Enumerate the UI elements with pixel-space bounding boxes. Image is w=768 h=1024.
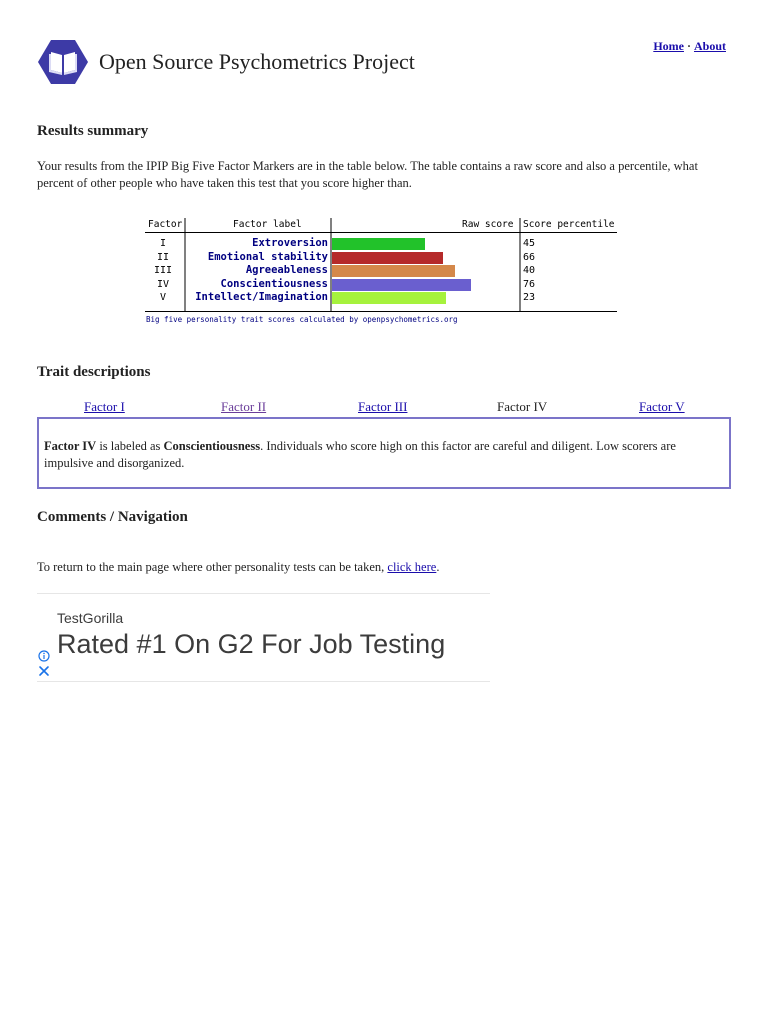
factor-number: III <box>153 265 173 277</box>
tab-factor-iv[interactable]: Factor IV <box>497 399 548 414</box>
results-table <box>145 216 617 328</box>
table-row <box>145 291 617 305</box>
raw-score-bar <box>332 292 446 304</box>
trait-name: Conscientiousness <box>163 439 261 453</box>
return-text-end: . <box>436 560 440 574</box>
click-here-link[interactable]: click here <box>387 560 437 574</box>
factor-number: IV <box>156 278 170 290</box>
site-header <box>38 38 730 86</box>
raw-score-bar <box>332 265 455 277</box>
factor-tabs <box>37 398 733 418</box>
description-connector: is labeled as <box>96 439 164 453</box>
factor-label: Extroversion <box>252 237 328 249</box>
tab-factor-i[interactable]: Factor I <box>84 399 125 414</box>
header-factor-label: Factor label <box>233 219 302 230</box>
return-text <box>37 559 737 576</box>
raw-score-bar <box>332 252 443 264</box>
raw-score-bar <box>332 238 425 250</box>
score-percentile: 23 <box>523 292 536 304</box>
header-score-percentile: Score percentile <box>523 219 615 230</box>
factor-label: Agreeableness <box>245 264 328 277</box>
trait-descriptions-heading: Trait descriptions <box>37 364 151 380</box>
ad-banner[interactable] <box>37 593 490 682</box>
top-nav <box>653 39 726 54</box>
close-icon[interactable] <box>38 665 50 677</box>
score-percentile: 40 <box>523 265 536 277</box>
comments-heading: Comments / Navigation <box>37 509 188 525</box>
info-icon[interactable] <box>38 650 50 662</box>
table-row <box>145 251 617 265</box>
home-link[interactable]: Home <box>653 39 684 53</box>
score-percentile: 66 <box>523 251 536 263</box>
factor-label: Emotional stability <box>207 250 328 263</box>
description-body: . Individuals who score high on this factor are careful and diligent. Low scorers are impulsive and disorganized. <box>44 439 676 470</box>
table-row <box>145 278 617 292</box>
tab-factor-iii[interactable]: Factor III <box>358 399 408 414</box>
about-link[interactable]: About <box>693 39 726 53</box>
factor-label: Intellect/Imagination <box>195 291 328 304</box>
score-percentile: 45 <box>523 238 536 249</box>
ad-brand[interactable]: TestGorilla <box>57 610 124 626</box>
site-title[interactable]: Open Source Psychometrics Project <box>99 49 415 74</box>
trait-description-text <box>44 438 724 472</box>
open-book-hexagon-icon[interactable] <box>38 38 88 86</box>
score-percentile: 76 <box>523 278 536 290</box>
factor-number: V <box>159 292 167 304</box>
raw-score-bar <box>332 279 471 291</box>
return-text-body: To return to the main page where other personality tests can be taken, <box>37 560 388 574</box>
header-raw-score: Raw score <box>462 219 514 230</box>
ad-headline[interactable]: Rated #1 On G2 For Job Testing <box>57 629 446 659</box>
table-row <box>145 237 617 251</box>
header-factor: Factor <box>148 219 183 230</box>
nav-separator: · <box>686 39 691 53</box>
factor-label: Conscientiousness <box>220 277 328 290</box>
table-caption: Big five personality trait scores calculated by openpsychometrics.org <box>146 315 458 324</box>
table-row <box>145 264 617 278</box>
tab-factor-v[interactable]: Factor V <box>639 399 685 414</box>
results-intro: Your results from the IPIP Big Five Factor Markers are in the table below. The table contains a raw score and also a percentile, what percent of other people who have taken this test that you score higher than. <box>37 159 698 190</box>
tab-factor-ii[interactable]: Factor II <box>221 399 267 414</box>
results-heading: Results summary <box>37 123 149 139</box>
factor-number: II <box>156 251 170 263</box>
factor-number: I <box>159 238 167 249</box>
trait-description-panel <box>37 417 731 489</box>
factor-name: Factor IV <box>44 439 97 453</box>
